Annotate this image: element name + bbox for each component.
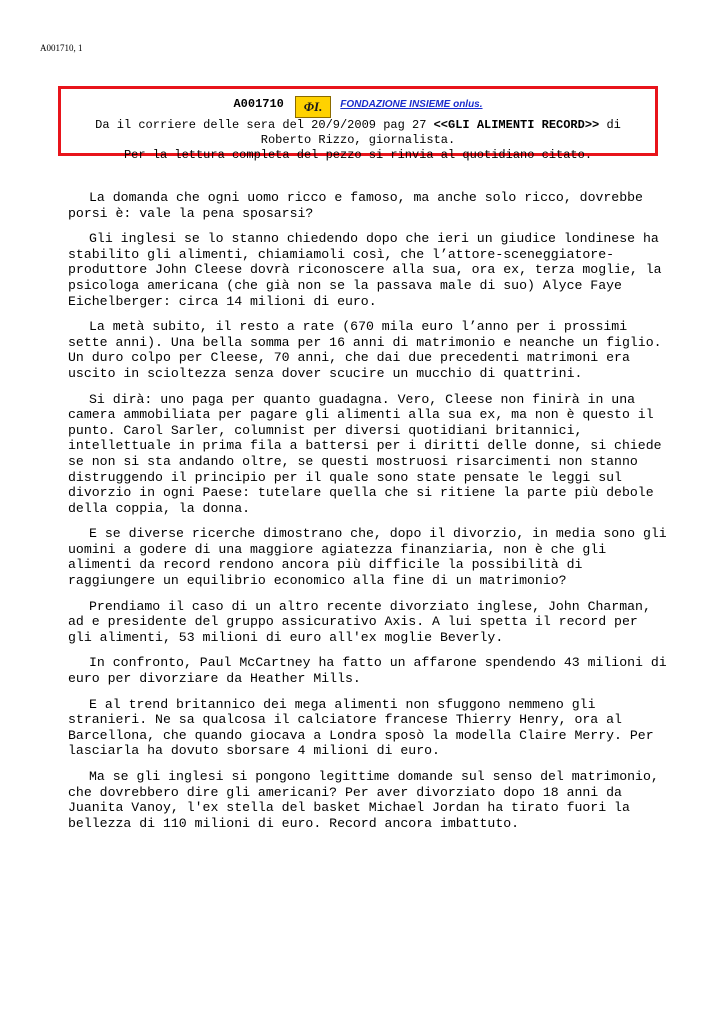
reference-note: Per la lettura completa del pezzo si rinvia al quotidiano citato. xyxy=(123,148,593,162)
source-info: Da il corriere delle sera del 20/9/2009 pag 27 xyxy=(95,118,427,132)
foundation-link[interactable]: FONDAZIONE INSIEME onlus. xyxy=(340,99,483,110)
paragraph: In confronto, Paul McCartney ha fatto un affarone spendendo 43 milioni di euro per divorziare da Heather Mills. xyxy=(68,655,667,687)
paragraph: La domanda che ogni uomo ricco e famoso, ma anche solo ricco, dovrebbe porsi è: vale la pena sposarsi? xyxy=(68,190,643,221)
source-info-suffix: di xyxy=(606,118,621,132)
paragraph: Si dirà: uno paga per quanto guadagna. Vero, Cleese non finirà in una camera ammobiliata per pagare gli alimenti alla sua ex, ma non è questo il punto. Carol Sarler, columnist per diversi quotidiani britannici, intellettuale in prima fila a battersi per i diritti delle donne, si chiede se non si sta andando oltre, se questi mostruosi risarcimenti non stanno distruggendo il principio per il quale sono state pensate le leggi sul divorzio in ogni Paese: tutelare quella che si ritiene la parte più debole della coppia, la donna. xyxy=(68,391,662,516)
paragraph: Prendiamo il caso di un altro recente divorziato inglese, John Charman, ad e presidente del gruppo assicurativo Axis. A lui spetta il record per gli alimenti, 53 milioni di euro all'ex moglie Beverly. xyxy=(68,598,651,645)
paragraph: Ma se gli inglesi si pongono legittime domande sul senso del matrimonio, che dovrebbero dire gli americani? Per aver divorziato dopo 18 anni da Juanita Vanoy, l'ex stella del basket Michael Jordan ha tirato fuori la bellezza di 110 milioni di euro. Record ancora imbattuto. xyxy=(68,769,659,831)
header-line-1 xyxy=(61,96,655,118)
article-body xyxy=(68,190,668,841)
document-code: A001710 xyxy=(233,97,284,111)
paragraph: E al trend britannico dei mega alimenti non sfuggono nemmeno gli stranieri. Ne sa qualcosa il calciatore francese Thierry Henry, ora al Barcellona, che quando giocava a Londra sposò la modella Claire Merry. Per lasciarla ha dovuto sborsare 4 milioni di euro. xyxy=(68,696,654,759)
paragraph: La metà subito, il resto a rate (670 mila euro l’anno per i prossimi sette anni). Una bella somma per 16 anni di matrimonio e neanche un figlio. Un duro colpo per Cleese, 70 anni, che dai due precedenti matrimoni era uscito in scioltezza senza dover scucire un mucchio di quattrini. xyxy=(68,319,662,381)
article-header-box xyxy=(58,86,658,162)
article-title: <<GLI ALIMENTI RECORD>> xyxy=(433,118,600,132)
foundation-logo-icon: ΦI. xyxy=(295,96,331,118)
paragraph: E se diverse ricerche dimostrano che, dopo il divorzio, in media sono gli uomini a godere di una maggiore agiatezza finanziaria, non è che gli alimenti da record rendono ancora più difficile la possibilità di raggiungere un equilibrio economico alla fine di un matrimonio? xyxy=(68,526,667,589)
author-line: Roberto Rizzo, giornalista. xyxy=(260,133,456,147)
paragraph: Gli inglesi se lo stanno chiedendo dopo che ieri un giudice londinese ha stabilito gli alimenti, chiamiamoli così, che l’attore-sceneggiatore-produttore John Cleese dovrà riconoscere alla sua, ora ex, terza moglie, la psicologa americana (che già non se la passava male di suo) Alyce Faye Eichelberger: circa 14 milioni di euro. xyxy=(68,231,662,309)
header-line-2 xyxy=(61,118,655,133)
page-identifier: A001710, 1 xyxy=(40,43,83,53)
